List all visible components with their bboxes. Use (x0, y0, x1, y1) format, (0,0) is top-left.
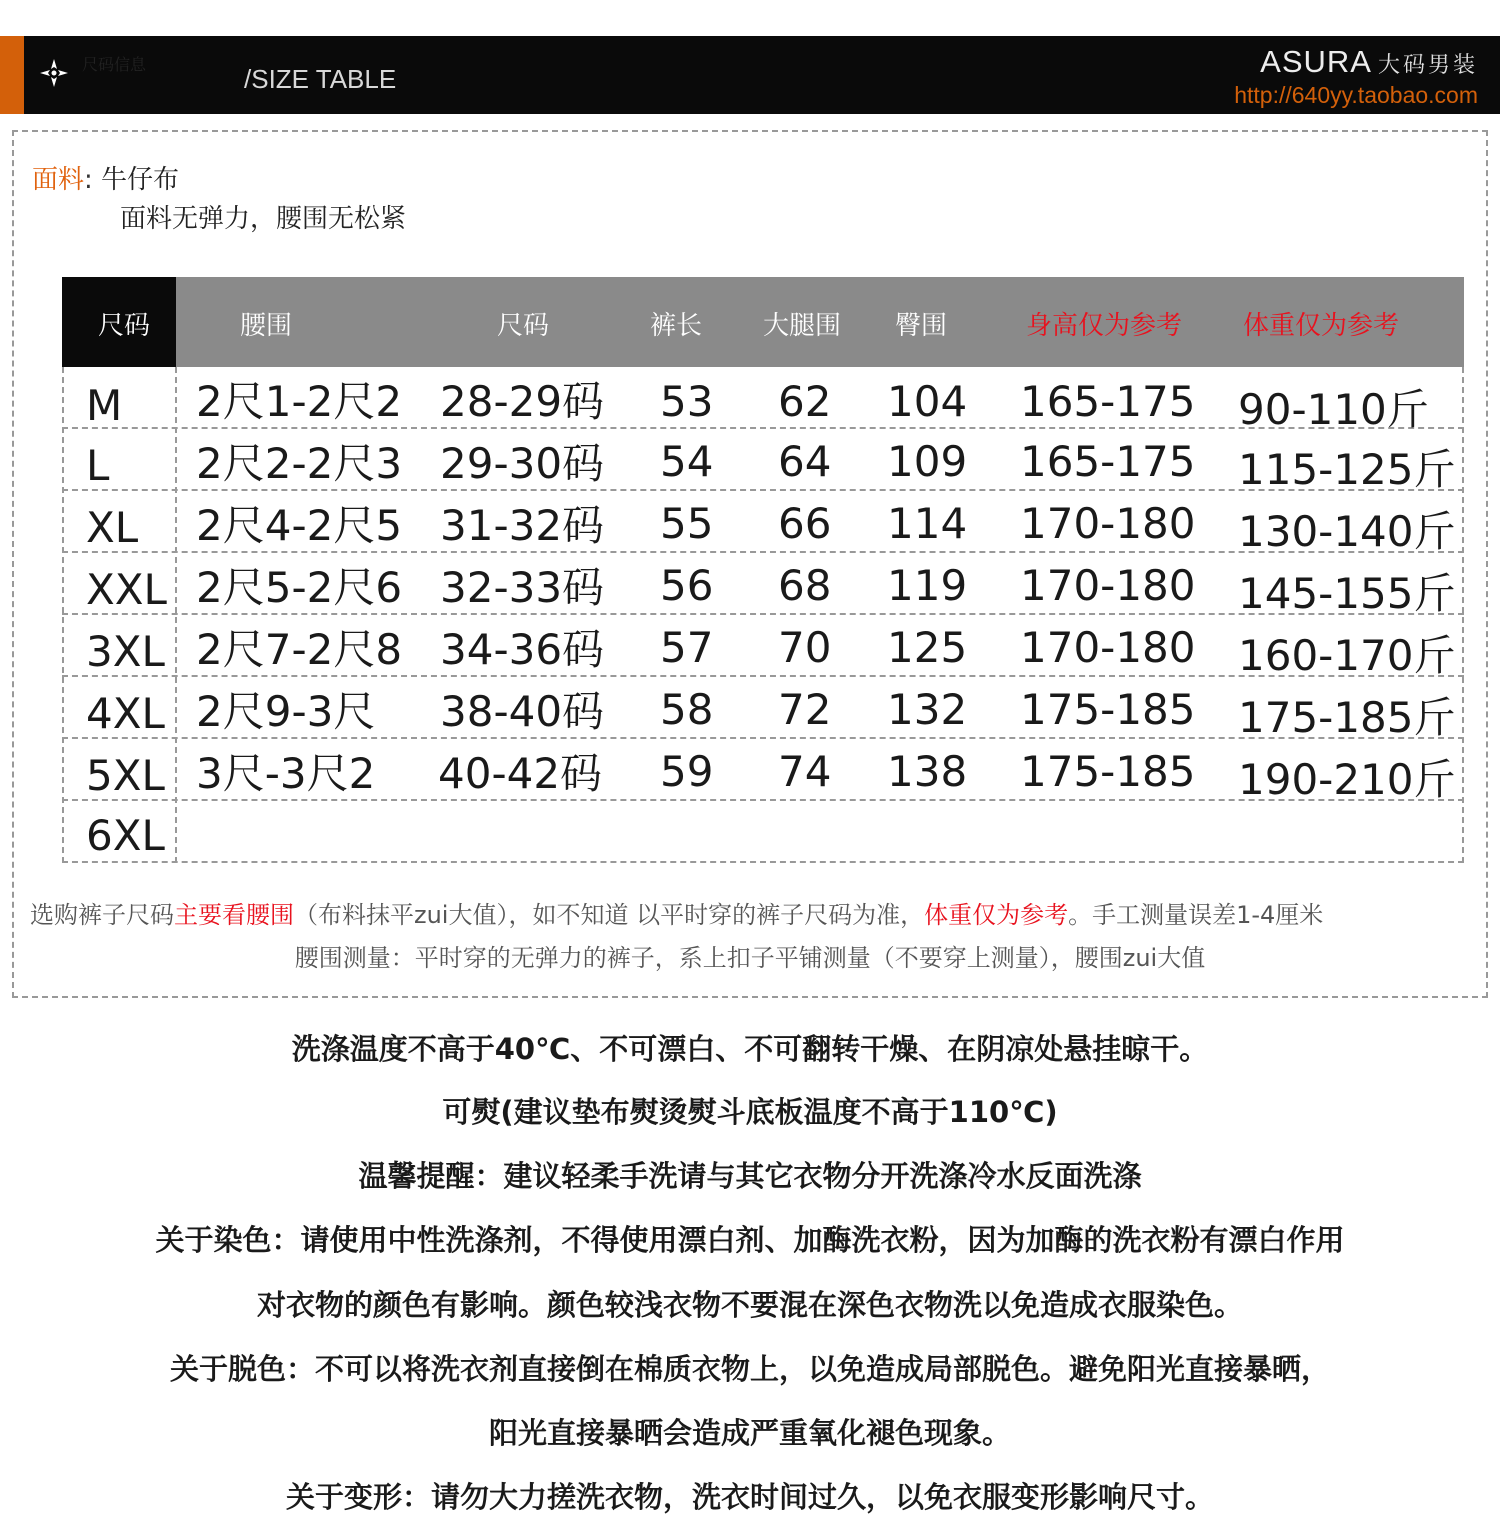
cell-hip: 125 (887, 623, 968, 672)
cell-length: 58 (660, 685, 714, 734)
cell-height: 170-180 (1020, 561, 1196, 610)
cell-size: L (86, 441, 110, 490)
cell-height: 175-185 (1020, 685, 1196, 734)
tip-text: 。手工测量误差1-4厘米 (1068, 901, 1324, 929)
cell-weight: 190-210斤 (1238, 755, 1456, 804)
cell-hip: 104 (887, 377, 968, 426)
cell-hip: 119 (887, 561, 968, 610)
header-cell: 裤长 (650, 311, 703, 341)
measure-tip: 腰围测量：平时穿的无弹力的裤子，系上扣子平铺测量（不要穿上测量），腰围zui大值 (294, 944, 1206, 972)
cell-height: 165-175 (1020, 377, 1196, 426)
fabric-line (32, 160, 179, 200)
header-cell: 大腿围 (763, 311, 842, 341)
care-line: 关于染色：请使用中性洗涤剂，不得使用漂白剂、加酶洗衣粉，因为加酶的洗衣粉有漂白作用 (155, 1223, 1345, 1257)
cell-code: 32-33码 (440, 563, 605, 612)
cell-code: 34-36码 (440, 625, 605, 674)
header-cell: 身高仅为参考 (1026, 311, 1183, 341)
care-line: 温馨提醒：建议轻柔手洗请与其它衣物分开洗涤冷水反面洗涤 (358, 1159, 1142, 1193)
cell-hip: 132 (887, 685, 968, 734)
header-cell: 体重仅为参考 (1243, 311, 1400, 341)
header-cell: 尺码 (98, 311, 151, 341)
cell-thigh: 74 (778, 747, 832, 796)
brand-logo (1234, 46, 1478, 82)
care-line: 对衣物的颜色有影响。颜色较浅衣物不要混在深色衣物洗以免造成衣服染色。 (256, 1288, 1243, 1322)
tip-text: 选购裤子尺码 (30, 901, 174, 929)
cell-hip: 109 (887, 437, 968, 486)
brand-name: ASURA (1260, 44, 1372, 79)
care-line: 阳光直接暴晒会造成严重氧化褪色现象。 (488, 1416, 1011, 1450)
cell-length: 53 (660, 377, 714, 426)
cell-thigh: 72 (778, 685, 832, 734)
care-line: 关于变形：请勿大力搓洗衣物，洗衣时间过久，以免衣服变形影响尺寸。 (285, 1480, 1214, 1514)
table-row (62, 367, 1464, 434)
cell-height: 170-180 (1020, 623, 1196, 672)
cell-hip: 138 (887, 747, 968, 796)
cell-weight: 160-170斤 (1238, 631, 1456, 680)
cell-waist: 2尺1-2尺2 (196, 377, 403, 426)
header-accent-stripe (0, 36, 24, 114)
fabric-value: 牛仔布 (101, 165, 180, 195)
table-header (62, 277, 1464, 367)
cell-height: 170-180 (1020, 499, 1196, 548)
tip-text: （布料抹平zui大值），如不知道 以平时穿的裤子尺码为准， (294, 901, 925, 929)
fabric-note: 面料无弹力，腰围无松紧 (120, 204, 407, 234)
cell-waist: 3尺-3尺2 (196, 749, 376, 798)
table-row (62, 491, 1464, 556)
cell-length: 56 (660, 561, 714, 610)
cell-code: 38-40码 (440, 687, 605, 736)
fabric-colon: : (84, 165, 93, 195)
header-cell: 臀围 (895, 311, 948, 341)
cell-size: XXL (86, 565, 167, 614)
page-title: 尺码信息 (82, 55, 147, 74)
table-row (62, 801, 1464, 863)
cell-thigh: 70 (778, 623, 832, 672)
cell-length: 55 (660, 499, 714, 548)
cell-height: 165-175 (1020, 437, 1196, 486)
cell-waist: 2尺7-2尺8 (196, 625, 403, 674)
cell-size: 5XL (86, 751, 165, 800)
cell-code: 28-29码 (440, 377, 605, 426)
cell-weight: 130-140斤 (1238, 507, 1456, 556)
cell-thigh: 64 (778, 437, 832, 486)
table-row (62, 553, 1464, 618)
cell-length: 59 (660, 747, 714, 796)
table-row (62, 677, 1464, 742)
table-row (62, 615, 1464, 680)
cell-waist: 2尺2-2尺3 (196, 439, 403, 488)
cell-weight: 175-185斤 (1238, 693, 1456, 742)
care-line: 可熨(建议垫布熨烫熨斗底板温度不高于110℃) (442, 1095, 1058, 1129)
cell-code: 40-42码 (438, 749, 603, 798)
cell-size: M (86, 381, 123, 430)
cell-size: 6XL (86, 811, 165, 860)
cell-size: XL (86, 503, 139, 552)
purchase-tip (30, 895, 1323, 930)
cell-thigh: 62 (778, 377, 832, 426)
cross-ornament-icon (38, 57, 70, 89)
header-cell: 腰围 (240, 311, 293, 341)
cell-hip: 114 (887, 499, 968, 548)
tip-highlight: 主要看腰围 (174, 901, 294, 929)
care-line: 洗涤温度不高于40℃、不可漂白、不可翻转干燥、在阴凉处悬挂晾干。 (291, 1032, 1209, 1066)
cell-size: 3XL (86, 627, 165, 676)
cell-code: 29-30码 (440, 439, 605, 488)
cell-weight: 145-155斤 (1238, 569, 1456, 618)
cell-weight: 115-125斤 (1238, 445, 1456, 494)
cell-thigh: 66 (778, 499, 832, 548)
brand-tagline: 大码男装 (1377, 53, 1478, 78)
table-row (62, 739, 1464, 804)
cell-size: 4XL (86, 689, 165, 738)
cell-thigh: 68 (778, 561, 832, 610)
tip-highlight: 体重仅为参考 (924, 901, 1069, 929)
shop-url-link[interactable]: http://640yy.taobao.com (1234, 82, 1478, 108)
table-row (62, 429, 1464, 494)
cell-weight: 90-110斤 (1238, 385, 1429, 434)
brand-block (1234, 46, 1478, 108)
cell-waist: 2尺5-2尺6 (196, 563, 403, 612)
cell-code: 31-32码 (440, 501, 605, 550)
cell-waist: 2尺4-2尺5 (196, 501, 403, 550)
fabric-label: 面料 (32, 165, 85, 195)
cell-length: 54 (660, 437, 714, 486)
cell-waist: 2尺9-3尺 (196, 687, 376, 736)
header-cell: 尺码 (497, 311, 550, 341)
page-subtitle: /SIZE TABLE (244, 64, 397, 94)
cell-height: 175-185 (1020, 747, 1196, 796)
care-line: 关于脱色：不可以将洗衣剂直接倒在棉质衣物上，以免造成局部脱色。避免阳光直接暴晒， (169, 1352, 1330, 1386)
cell-length: 57 (660, 623, 714, 672)
